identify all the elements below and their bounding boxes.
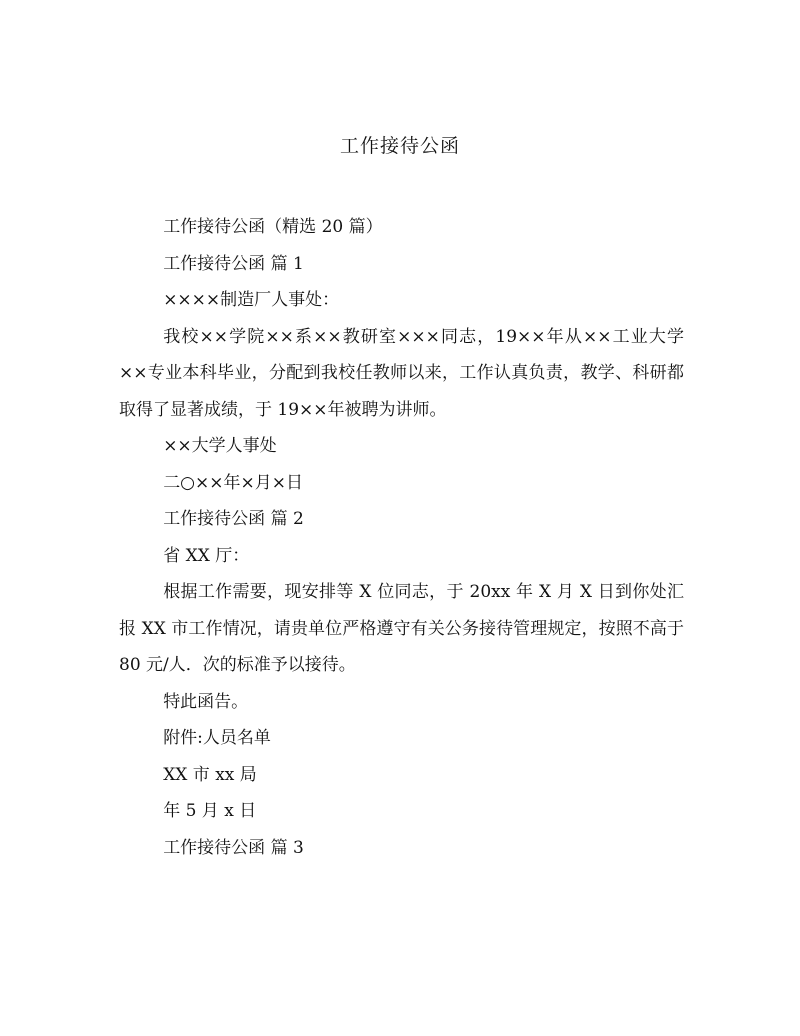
body-paragraph-2: 根据工作需要，现安排等 X 位同志，于 20xx 年 X 月 X 日到你处汇报 XX 市工作情况，请贵单位严格遵守有关公务接待管理规定，按照不高于 80 元/人．次的标准予以接待。 [119,582,690,675]
signature-date-2: 年 5 月 x 日 [163,801,257,821]
signature-org-1: ××大学人事处 [163,436,277,456]
document-title: 工作接待公函 [339,135,460,157]
addressee-1: ××××制造厂人事处： [163,290,340,310]
closing-line: 特此函告。 [163,691,249,712]
section-heading-2: 工作接待公函 篇 2 [163,509,304,529]
section-heading-3: 工作接待公函 篇 3 [163,837,304,858]
document-body [119,209,690,866]
subtitle-paragraph: 工作接待公函（精选 20 篇） [163,217,383,237]
signature-org-2: XX 市 xx 局 [163,764,257,785]
attachment-line: 附件:人员名单 [163,728,271,748]
body-paragraph-1: 我校××学院××系××教研室×××同志，19××年从××工业大学××专业本科毕业，分配到我校任教师以来，工作认真负责，教学、科研都取得了显著成绩，于 19××年被聘为讲师。 [119,326,684,420]
signature-date-1: 二○××年×月×日 [163,472,303,493]
addressee-2: 省 XX 厅： [163,545,250,566]
section-heading-1: 工作接待公函 篇 1 [163,253,304,274]
